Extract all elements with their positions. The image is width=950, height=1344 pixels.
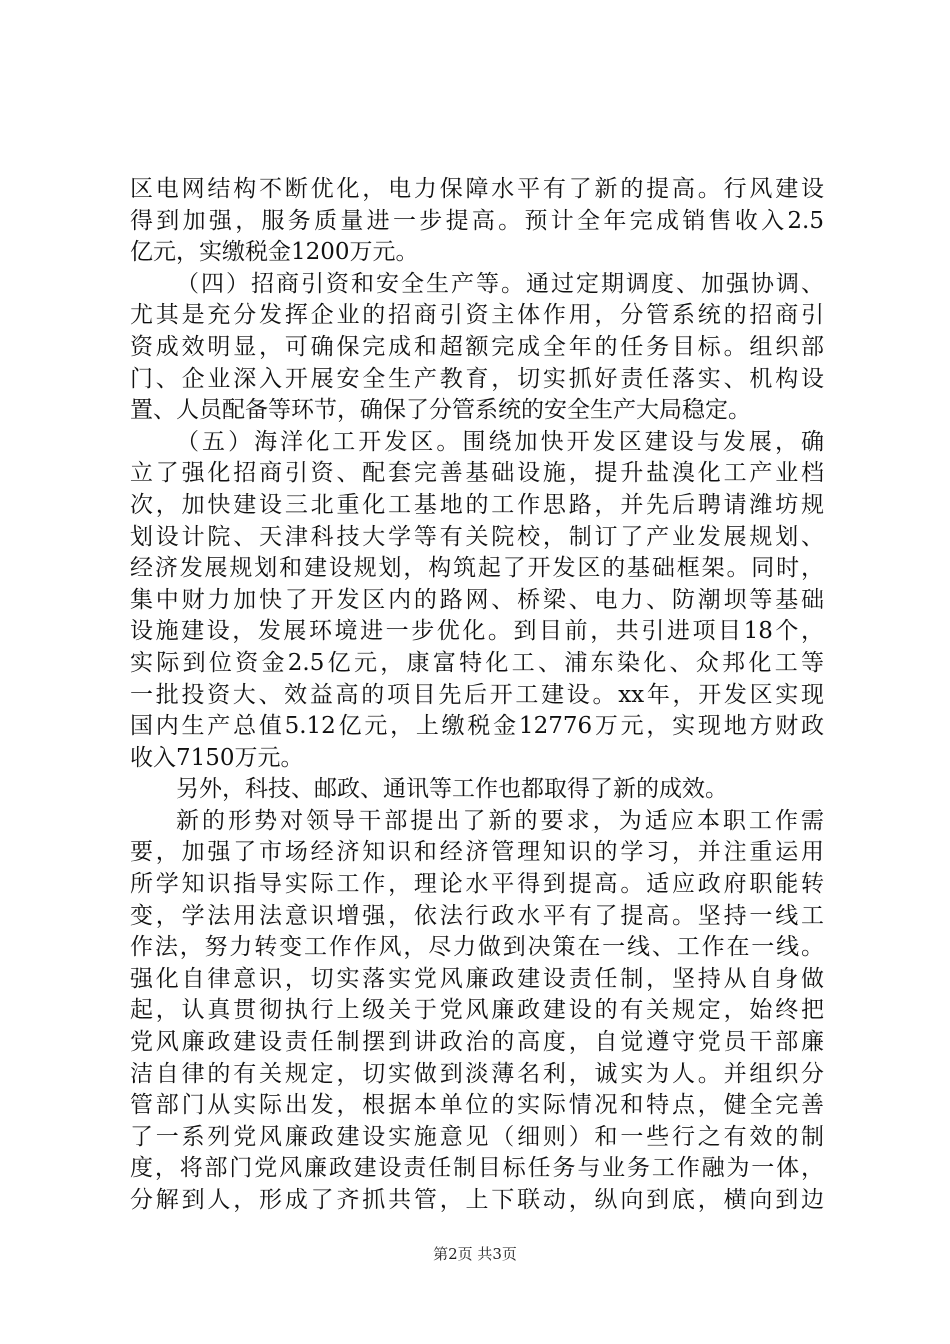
- text-line: 划设计院、天津科技大学等有关院校，制订了产业发展规划、: [130, 523, 824, 550]
- text-line: 立了强化招商引资、配套完善基础设施，提升盐溴化工产业档: [130, 460, 824, 487]
- text-line: 收入7150万元。: [130, 744, 304, 771]
- text-line: 变，学法用法意识增强，依法行政水平有了提高。坚持一线工: [130, 902, 824, 929]
- document-body: [130, 174, 824, 1217]
- text-line: 作法，努力转变工作作风，尽力做到决策在一线、工作在一线。: [130, 934, 824, 961]
- text-line: 党风廉政建设责任制摆到讲政治的高度，自觉遵守党员干部廉: [130, 1029, 824, 1056]
- text-line: 设施建设，发展环境进一步优化。到目前，共引进项目18个，: [130, 618, 824, 645]
- text-line: 区电网结构不断优化，电力保障水平有了新的提高。行风建设: [130, 176, 824, 202]
- text-line: 起，认真贯彻执行上级关于党风廉政建设的有关规定，始终把: [130, 997, 824, 1024]
- text-line: 管部门从实际出发，根据本单位的实际情况和特点，健全完善: [130, 1092, 824, 1119]
- text-line: 亿元，实缴税金1200万元。: [130, 239, 419, 266]
- text-line: 另外，科技、邮政、通讯等工作也都取得了新的成效。: [176, 776, 728, 803]
- text-line: 新的形势对领导干部提出了新的要求，为适应本职工作需: [176, 807, 824, 834]
- text-line: 所学知识指导实际工作，理论水平得到提高。适应政府职能转: [130, 871, 824, 898]
- text-line: 分解到人，形成了齐抓共管，上下联动，纵向到底，横向到边: [130, 1187, 824, 1213]
- text-line: 要，加强了市场经济知识和经济管理知识的学习，并注重运用: [130, 839, 824, 866]
- text-line: 洁自律的有关规定，切实做到淡薄名利，诚实为人。并组织分: [130, 1060, 824, 1087]
- text-line: 度，将部门党风廉政建设责任制目标任务与业务工作融为一体，: [130, 1155, 824, 1182]
- text-line: 经济发展规划和建设规划，构筑起了开发区的基础框架。同时，: [130, 555, 824, 582]
- text-line: 了一系列党风廉政建设实施意见（细则）和一些行之有效的制: [130, 1123, 824, 1150]
- text-line: （五）海洋化工开发区。围绕加快开发区建设与发展，确: [176, 428, 824, 455]
- text-line: 得到加强，服务质量进一步提高。预计全年完成销售收入2.5: [130, 207, 824, 234]
- text-line: 国内生产总值5.12亿元，上缴税金12776万元，实现地方财政: [130, 713, 824, 740]
- text-line: 门、企业深入开展安全生产教育，切实抓好责任落实、机构设: [130, 365, 824, 392]
- text-line: 资成效明显，可确保完成和超额完成全年的任务目标。组织部: [130, 333, 824, 360]
- text-line: 尤其是充分发挥企业的招商引资主体作用，分管系统的招商引: [130, 302, 824, 329]
- text-line: 置、人员配备等环节，确保了分管系统的安全生产大局稳定。: [130, 397, 751, 424]
- text-line: （四）招商引资和安全生产等。通过定期调度、加强协调、: [176, 270, 824, 297]
- text-line: 实际到位资金2.5亿元，康富特化工、浦东染化、众邦化工等: [130, 649, 824, 676]
- text-line: 强化自律意识，切实落实党风廉政建设责任制，坚持从自身做: [130, 965, 824, 992]
- text-line: 一批投资大、效益高的项目先后开工建设。xx年，开发区实现: [130, 681, 824, 708]
- text-line: 次，加快建设三北重化工基地的工作思路，并先后聘请潍坊规: [130, 491, 824, 518]
- text-line: 集中财力加快了开发区内的路网、桥梁、电力、防潮坝等基础: [130, 586, 824, 613]
- page-footer: 第2页 共3页: [433, 1245, 517, 1263]
